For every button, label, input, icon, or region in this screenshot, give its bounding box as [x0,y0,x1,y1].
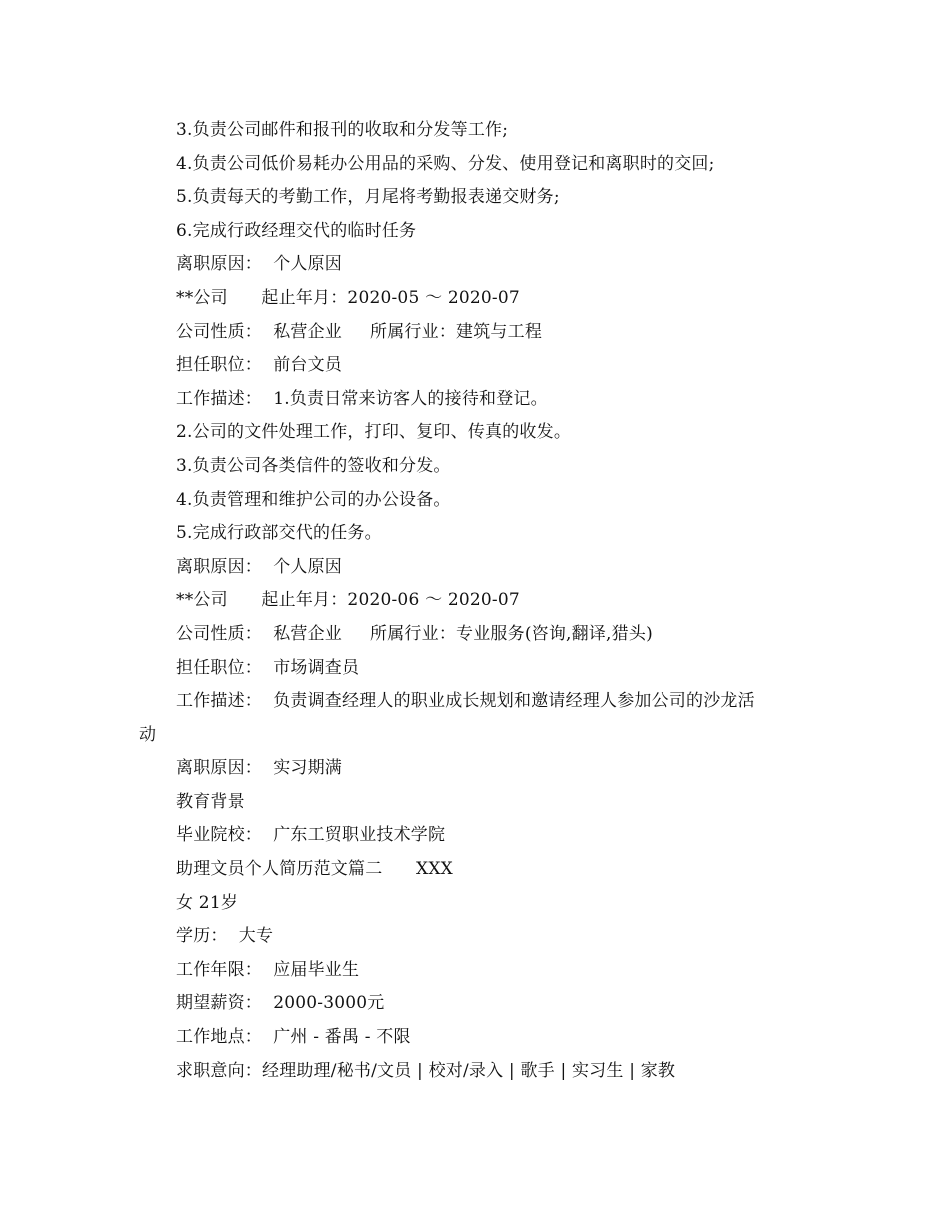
duty-line-2-2: 2.公司的文件处理工作，打印、复印、传真的收发。 [176,422,572,443]
graduate-school: 毕业院校： 广东工贸职业技术学院 [176,825,446,846]
job-intention: 求职意向：经理助理/秘书/文员 | 校对/录入 | 歌手 | 实习生 | 家教 [176,1060,676,1081]
company-period-3: **公司 起止年月：2020-06 ～ 2020-07 [176,590,520,611]
job-description-3: 工作描述： 负责调查经理人的职业成长规划和邀请经理人参加公司的沙龙活 [176,691,755,712]
education-level: 学历： 大专 [176,926,274,947]
position-2: 担任职位： 前台文员 [176,355,343,376]
company-type-3: 公司性质： 私营企业 所属行业：专业服务(咨询,翻译,猎头) [176,623,653,644]
duty-line-2-4: 4.负责管理和维护公司的办公设备。 [176,489,451,510]
duty-line-5: 5.负责每天的考勤工作，月尾将考勤报表递交财务; [176,187,560,208]
position-3: 担任职位： 市场调查员 [176,657,360,678]
duty-line-4: 4.负责公司低价易耗办公用品的采购、分发、使用登记和离职时的交回; [176,153,715,174]
leave-reason-1: 离职原因： 个人原因 [176,254,343,275]
resume-title-2: 助理文员个人简历范文篇二 XXX [176,859,453,880]
job-description-3-continued: 动 [139,724,157,745]
company-type-2: 公司性质： 私营企业 所属行业：建筑与工程 [176,321,543,342]
work-years: 工作年限： 应届毕业生 [176,959,360,980]
document-body [139,114,829,1088]
expected-salary: 期望薪资： 2000-3000元 [176,993,385,1014]
job-description-2: 工作描述： 1.负责日常来访客人的接待和登记。 [176,388,548,409]
duty-line-6: 6.完成行政经理交代的临时任务 [176,220,417,241]
leave-reason-2: 离职原因： 个人原因 [176,556,343,577]
company-period-2: **公司 起止年月：2020-05 ～ 2020-07 [176,287,520,308]
education-heading: 教育背景 [176,791,245,812]
leave-reason-3: 离职原因： 实习期满 [176,758,343,779]
duty-line-2-3: 3.负责公司各类信件的签收和分发。 [176,455,451,476]
duty-line-2-5: 5.完成行政部交代的任务。 [176,523,382,544]
gender-age: 女 21岁 [176,892,239,913]
work-location: 工作地点： 广州 - 番禺 - 不限 [176,1027,411,1048]
duty-line-3: 3.负责公司邮件和报刊的收取和分发等工作; [176,120,509,140]
